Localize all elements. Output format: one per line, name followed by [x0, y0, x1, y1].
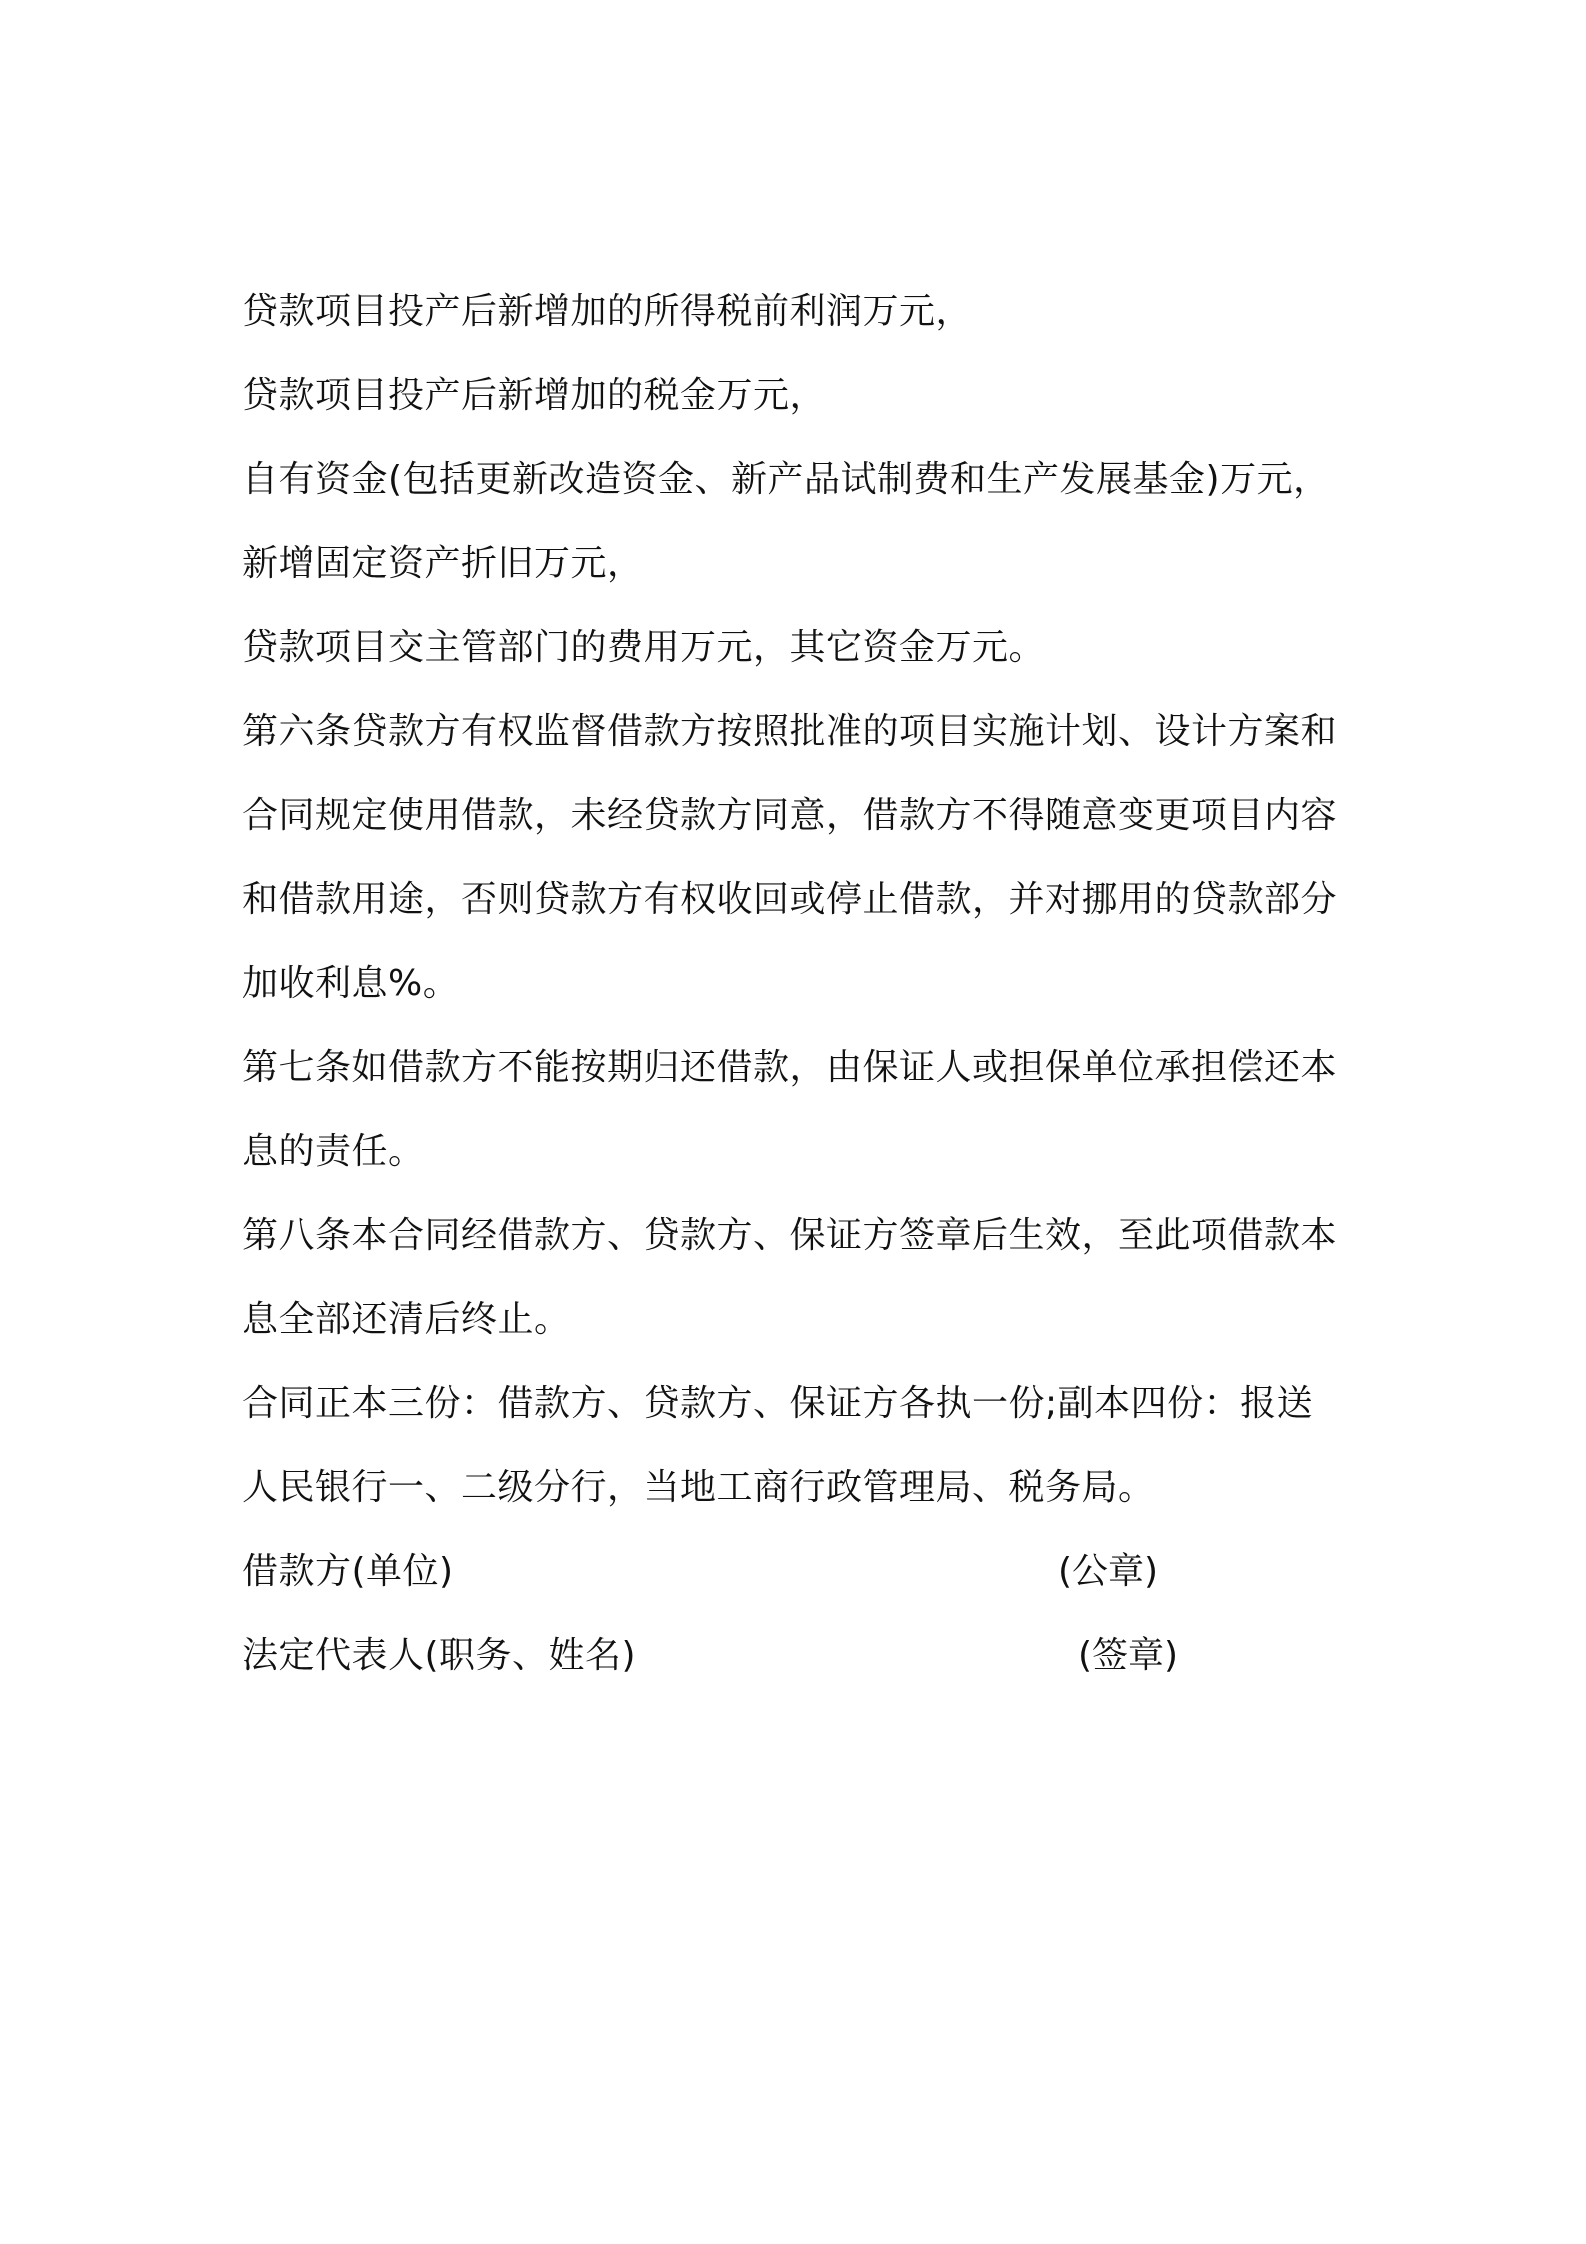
article-7-line-2: 息的责任。: [242, 1131, 425, 1172]
copies-line-2: 人民银行一、二级分行，当地工商行政管理局、税务局。: [242, 1467, 1155, 1508]
article-8-line-2: 息全部还清后终止。: [242, 1299, 571, 1340]
article-8-line-1: 第八条本合同经借款方、贷款方、保证方签章后生效，至此项借款本: [242, 1215, 1338, 1256]
text-line-2: 贷款项目投产后新增加的税金万元，: [242, 375, 827, 416]
text-line-5: 贷款项目交主管部门的费用万元，其它资金万元。: [242, 627, 1046, 668]
text-line-3: 自有资金(包括更新改造资金、新产品试制费和生产发展基金)万元，: [242, 459, 1330, 500]
article-6-line-3: 和借款用途，否则贷款方有权收回或停止借款，并对挪用的贷款部分: [242, 879, 1338, 920]
copies-line-1: 合同正本三份：借款方、贷款方、保证方各执一份;副本四份：报送: [242, 1383, 1314, 1424]
article-6-line-2: 合同规定使用借款，未经贷款方同意，借款方不得随意变更项目内容: [242, 795, 1338, 836]
official-seal-mark: (公章): [1058, 1551, 1159, 1592]
article-7-line-1: 第七条如借款方不能按期归还借款，由保证人或担保单位承担偿还本: [242, 1047, 1338, 1088]
borrower-unit-label: 借款方(单位): [242, 1551, 454, 1592]
signature-mark: (签章): [1078, 1635, 1179, 1676]
legal-representative-label: 法定代表人(职务、姓名): [242, 1635, 637, 1676]
text-line-1: 贷款项目投产后新增加的所得税前利润万元，: [242, 291, 973, 332]
article-6-line-4: 加收利息%。: [242, 963, 460, 1004]
text-line-4: 新增固定资产折旧万元，: [242, 543, 644, 584]
article-6-line-1: 第六条贷款方有权监督借款方按照批准的项目实施计划、设计方案和: [242, 711, 1338, 752]
